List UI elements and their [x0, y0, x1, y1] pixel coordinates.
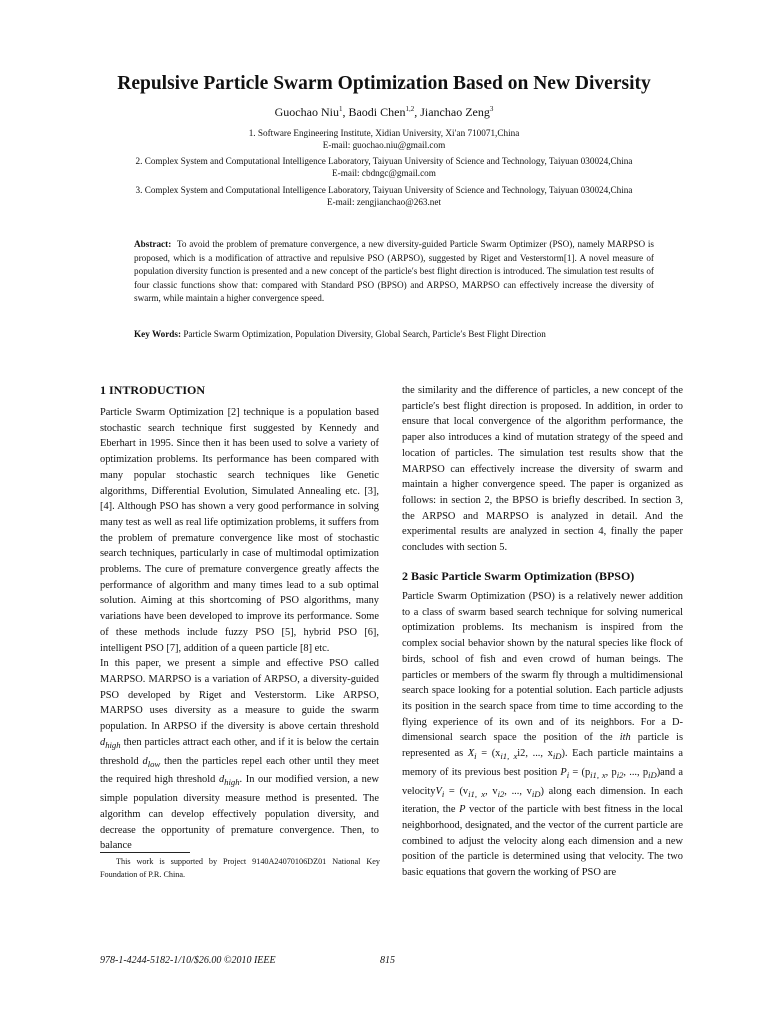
math-run: , ..., v — [504, 785, 532, 797]
author: Guochao Niu — [274, 105, 339, 119]
math-d: d — [100, 736, 106, 748]
math-x: X — [467, 748, 475, 760]
math-sub: high — [224, 777, 240, 788]
math-sub: i2 — [616, 769, 624, 780]
author-sup: 3 — [489, 105, 494, 113]
text-run: particle is represented as — [402, 732, 683, 760]
section-heading-introduction: 1 INTRODUCTION — [100, 383, 206, 397]
math-d: d — [142, 755, 148, 767]
affiliation-1 — [0, 127, 768, 151]
math-p: P — [459, 804, 466, 816]
math-sub: i1, x — [500, 751, 518, 762]
math-sub: iD — [648, 769, 657, 780]
text-run: Particle Swarm Optimization (PSO) is a relatively newer addition to a class of swarm based search technique for solving numerical optimization problems. Its mechanism is inspired from the complex social behavior shown by the natural species like flock of birds, school of fish and even crowd of human beings. The particles or members of the swarm fly through a multidimensional search space looking for a potential solution. Each particle adjusts its position in the search space from time to time according to the flying experience of its own and of its neighbors. For a D-dimensional search space the position of the — [402, 591, 683, 744]
affiliation-3 — [0, 184, 768, 208]
math-v: V — [435, 785, 442, 797]
footnote: This work is supported by Project 9140A24070106DZ01 National Key Foundation of P.R. China. — [100, 857, 380, 879]
math-run: , p — [605, 766, 617, 778]
math-sub: i2 — [497, 788, 505, 799]
author-line — [0, 105, 768, 120]
math-run: = (x — [476, 748, 501, 760]
author-sep: , — [414, 105, 421, 119]
text-run: )and a velocity — [402, 766, 683, 797]
abstract — [134, 238, 654, 306]
author-sup: 1,2 — [405, 105, 415, 113]
math-sub: i — [441, 788, 445, 799]
text-run: . In our modified version, a new simple population diversity measure method is presented. The algorithm can develop effectively population diversity, and decrease the opportunity of premature convergence. Then, to balance — [100, 774, 379, 852]
math-sub: low — [147, 758, 161, 769]
text-run: then the particles repel each other until they meet the required high threshold — [100, 755, 379, 786]
text-run: vector of the particle with best fitness in the local neighborhood, designated, and the vector of the current particle are combined to adjust the velocity along each dimension and a new position of the particle is determined using that velocity. The two basic equations that govern the working of PSO are — [402, 804, 684, 879]
affiliation-text: 3. Complex System and Computational Intelligence Laboratory, Taiyuan University of Science and Technology, Taiyuan 030024,China — [135, 185, 633, 195]
math-sub: iD — [552, 751, 562, 762]
author-sup: 1 — [338, 105, 343, 113]
math-sub: i — [566, 769, 570, 780]
right-column-bpso — [402, 589, 683, 881]
affiliation-2 — [0, 155, 768, 179]
math-sub: high — [105, 739, 121, 750]
author: Jianchao Zeng — [420, 105, 490, 119]
math-run: = (p — [569, 766, 591, 778]
math-run: , ..., p — [623, 766, 649, 778]
author: Baodi Chen — [348, 105, 406, 119]
math-ith: ith — [619, 732, 631, 744]
left-column — [100, 405, 379, 854]
math-sub: i1, x — [468, 788, 486, 799]
text-run: then particles attract each other, and if it is below the certain threshold — [100, 736, 379, 767]
footnote-rule — [100, 852, 190, 853]
text-run: ). Each particle maintains a memory of its previous best position — [402, 748, 683, 778]
text-run: ) along each dimension. In each iteration, the — [402, 785, 683, 816]
math-d: d — [218, 774, 225, 786]
affiliation-email: E-mail: cbdngc@gmail.com — [332, 168, 436, 178]
paragraph — [402, 589, 683, 881]
math-run: = (v — [444, 785, 469, 797]
math-sub: i — [474, 751, 477, 762]
section-heading-bpso: 2 Basic Particle Swarm Optimization (BPSO) — [402, 569, 635, 583]
author-sep: , — [342, 105, 349, 119]
footer-copyright: 978-1-4244-5182-1/10/$26.00 ©2010 IEEE — [100, 955, 276, 966]
math-p: P — [560, 766, 567, 778]
math-sub: iD — [531, 788, 541, 799]
affiliation-email: E-mail: guochao.niu@gmail.com — [322, 140, 446, 150]
keywords-label: Key Words: — [134, 329, 182, 339]
math-sub: i1, x — [590, 769, 606, 780]
text-run: In this paper, we present a simple and effective PSO called MARPSO. MARPSO is a variation of ARPSO, a diversity-guided PSO developed by Riget and Vesterstorm. Like ARPSO, MARPSO uses diversity as a measure to guide the swarm population. In ARPSO if the diversity is above certain threshold — [100, 658, 379, 733]
math-run: , v — [485, 785, 498, 797]
page-number: 815 — [380, 955, 395, 966]
paragraph: the similarity and the difference of particles, a new concept of the particle′s best flight direction is proposed. In addition, in order to ensure that local convergence of the algorithm performance, the paper also introduces a kind of mutation strategy of the speed and location of particles. The simulation test results show that the MARPSO can effectively increase the diversity of swarm and maintain a higher convergence speed. The paper is organized as follows: in section 2, the BPSO is briefly described. In section 3, the ARPSO and MARPSO is analyzed in detail. And the experimental results are analyzed in section 4, finally the paper concludes with section 5. — [402, 385, 683, 554]
affiliation-text: 1. Software Engineering Institute, Xidian University, Xi′an 710071,China — [248, 128, 520, 138]
affiliation-email: E-mail: zengjianchao@263.net — [326, 197, 442, 207]
paper-title: Repulsive Particle Swarm Optimization Based on New Diversity — [117, 73, 651, 94]
paragraph: Particle Swarm Optimization [2] technique is a population based stochastic search technique first suggested by Kennedy and Eberhart in 1995. Since then it has been used to solve a variety of optimization problems. Its performance has been compared with many popular stochastic search techniques like Genetic algorithms, Differential Evolution, Simulated Annealing etc. [3], [4]. Although PSO has shown a very good performance in solving many test as well as real life optimization problems, it suffers from the problem of premature convergence like most of stochastic search techniques, particularly in case of multimodal optimization problems. The cure of premature convergence greatly affects the performance of algorithm and many times lead to a sub optimal solution. Aiming at this shortcoming of PSO algorithms, many variations have been developed to improve its performance. Some of these methods include fuzzy PSO [5], hybrid PSO [6], intelligent PSO [7], addition of a queen particle [8] etc. — [100, 407, 379, 654]
affiliation-text: 2. Complex System and Computational Intelligence Laboratory, Taiyuan University of Science and Technology, Taiyuan 030024,China — [135, 156, 633, 166]
right-column-intro — [402, 383, 683, 556]
math-run: i2, ..., x — [517, 748, 553, 760]
keywords-text: Particle Swarm Optimization, Population Diversity, Global Search, Particle′s Best Flight Direction — [183, 329, 546, 339]
keywords — [134, 329, 654, 339]
paragraph — [100, 656, 379, 854]
abstract-label: Abstract: — [134, 239, 172, 249]
abstract-text: To avoid the problem of premature convergence, a new diversity-guided Particle Swarm Optimizer (PSO), namely MARPSO is proposed, which is a modification of attractive and repulsive PSO (ARPSO), suggested by Riget and Vesterstorm[1]. A novel measure of population diversity function is presented and a new concept of the particle′s best flight direction is introduced. The simulation test results of four classic functions show that: compared with Standard PSO (BPSO) and ARPSO, MARPSO can effectively increase the diversity of swarm, while maintain a higher convergence speed. — [134, 239, 655, 304]
